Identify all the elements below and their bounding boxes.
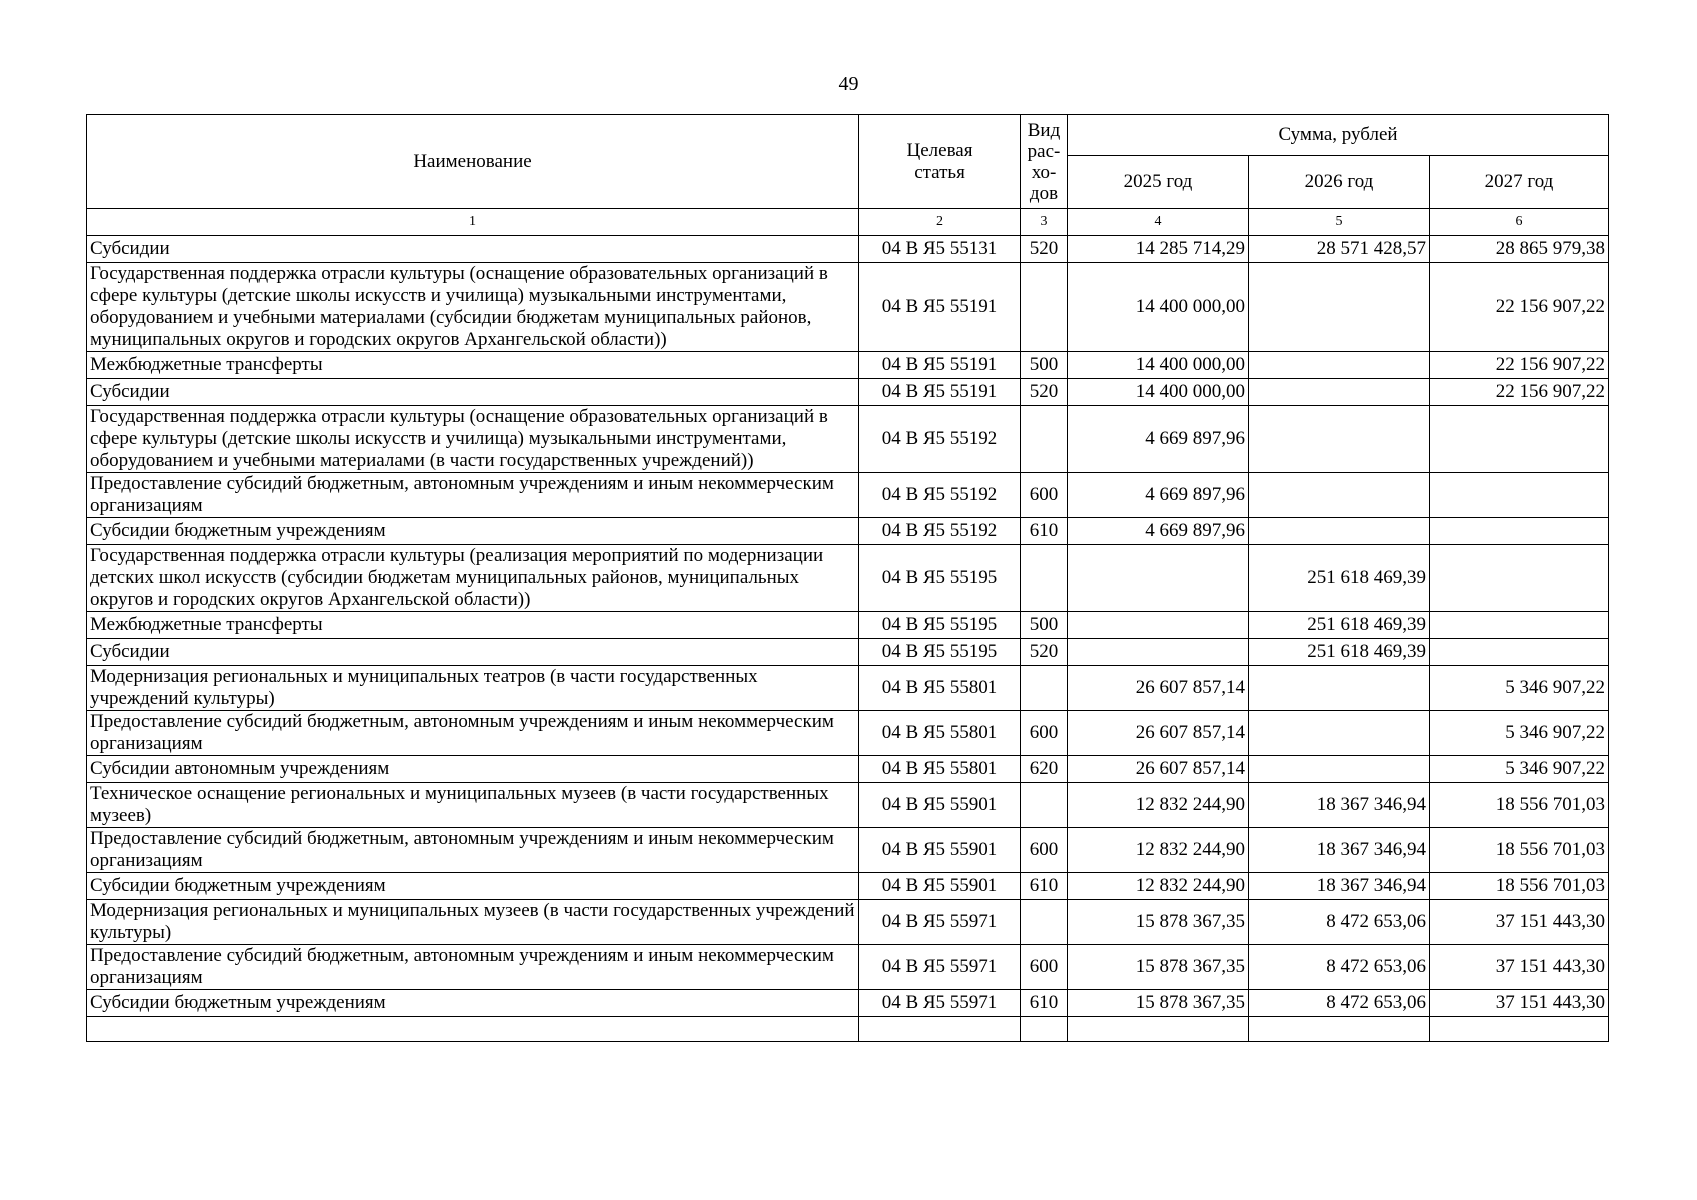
row-amount-2027: 37 151 443,30 <box>1430 900 1609 945</box>
row-amount-2025: 12 832 244,90 <box>1068 783 1249 828</box>
row-expense-type: 520 <box>1021 379 1068 406</box>
row-amount-2027: 37 151 443,30 <box>1430 990 1609 1017</box>
row-name: Субсидии <box>87 639 859 666</box>
row-name: Модернизация региональных и муниципальных театров (в части государственных учреждений культуры) <box>87 666 859 711</box>
row-amount-2027: 22 156 907,22 <box>1430 352 1609 379</box>
row-amount-2026 <box>1249 379 1430 406</box>
table-row <box>87 406 1609 473</box>
row-amount-2025: 14 285 714,29 <box>1068 236 1249 263</box>
row-name: Предоставление субсидий бюджетным, автономным учреждениям и иным некоммерческим организациям <box>87 945 859 990</box>
row-expense-type: 520 <box>1021 236 1068 263</box>
row-amount-2026 <box>1249 473 1430 518</box>
row-target-code: 04 В Я5 55191 <box>859 263 1021 352</box>
row-expense-type: 600 <box>1021 711 1068 756</box>
row-name: Субсидии бюджетным учреждениям <box>87 518 859 545</box>
row-amount-2026: 251 618 469,39 <box>1249 639 1430 666</box>
row-amount-2027: 18 556 701,03 <box>1430 783 1609 828</box>
row-amount-2026: 18 367 346,94 <box>1249 828 1430 873</box>
row-expense-type: 600 <box>1021 473 1068 518</box>
row-amount-2027: 37 151 443,30 <box>1430 945 1609 990</box>
column-number: 5 <box>1249 209 1430 236</box>
header-year-2027: 2027 год <box>1430 156 1609 209</box>
row-expense-type <box>1021 900 1068 945</box>
row-amount-2027 <box>1430 473 1609 518</box>
row-amount-2025: 26 607 857,14 <box>1068 756 1249 783</box>
table-row <box>87 666 1609 711</box>
budget-table <box>86 114 1609 1042</box>
row-name: Межбюджетные трансферты <box>87 352 859 379</box>
table-row <box>87 379 1609 406</box>
row-target-code: 04 В Я5 55131 <box>859 236 1021 263</box>
row-target-code: 04 В Я5 55901 <box>859 783 1021 828</box>
row-amount-2026: 8 472 653,06 <box>1249 900 1430 945</box>
row-expense-type: 610 <box>1021 518 1068 545</box>
row-target-code: 04 В Я5 55191 <box>859 352 1021 379</box>
row-amount-2025: 26 607 857,14 <box>1068 666 1249 711</box>
row-amount-2027 <box>1430 518 1609 545</box>
row-target-code <box>859 1017 1021 1042</box>
header-vid-line1: Вид <box>1027 119 1061 141</box>
row-amount-2025: 14 400 000,00 <box>1068 263 1249 352</box>
row-expense-type: 600 <box>1021 828 1068 873</box>
row-amount-2025 <box>1068 612 1249 639</box>
table-row <box>87 711 1609 756</box>
row-name: Субсидии бюджетным учреждениям <box>87 873 859 900</box>
row-target-code: 04 В Я5 55195 <box>859 612 1021 639</box>
row-name: Субсидии автономным учреждениям <box>87 756 859 783</box>
row-name: Предоставление субсидий бюджетным, автономным учреждениям и иным некоммерческим организациям <box>87 828 859 873</box>
column-number: 3 <box>1021 209 1068 236</box>
row-amount-2025: 12 832 244,90 <box>1068 828 1249 873</box>
row-amount-2027: 22 156 907,22 <box>1430 263 1609 352</box>
column-number: 4 <box>1068 209 1249 236</box>
row-amount-2026: 18 367 346,94 <box>1249 873 1430 900</box>
header-year-2026: 2026 год <box>1249 156 1430 209</box>
row-amount-2025 <box>1068 639 1249 666</box>
row-target-code: 04 В Я5 55195 <box>859 639 1021 666</box>
row-amount-2026 <box>1249 756 1430 783</box>
table-row <box>87 945 1609 990</box>
row-name: Субсидии <box>87 379 859 406</box>
row-amount-2026: 8 472 653,06 <box>1249 945 1430 990</box>
row-amount-2025: 26 607 857,14 <box>1068 711 1249 756</box>
table-row <box>87 352 1609 379</box>
row-expense-type: 620 <box>1021 756 1068 783</box>
row-name: Межбюджетные трансферты <box>87 612 859 639</box>
row-amount-2027: 22 156 907,22 <box>1430 379 1609 406</box>
row-amount-2027: 5 346 907,22 <box>1430 666 1609 711</box>
column-number: 2 <box>859 209 1021 236</box>
row-name: Государственная поддержка отрасли культуры (реализация мероприятий по модернизации детских школ искусств (субсидии бюджетам муниципальных районов, муниципальных округов и городских округов Архангельской области)) <box>87 545 859 612</box>
row-amount-2025: 15 878 367,35 <box>1068 900 1249 945</box>
row-target-code: 04 В Я5 55971 <box>859 945 1021 990</box>
row-target-code: 04 В Я5 55191 <box>859 379 1021 406</box>
row-amount-2025: 15 878 367,35 <box>1068 945 1249 990</box>
row-amount-2026 <box>1249 352 1430 379</box>
row-name: Субсидии бюджетным учреждениям <box>87 990 859 1017</box>
row-name <box>87 1017 859 1042</box>
row-amount-2025 <box>1068 545 1249 612</box>
row-amount-2027: 18 556 701,03 <box>1430 873 1609 900</box>
row-target-code: 04 В Я5 55801 <box>859 756 1021 783</box>
table-row <box>87 545 1609 612</box>
table-row <box>87 756 1609 783</box>
table-header <box>87 115 1609 236</box>
row-target-code: 04 В Я5 55801 <box>859 711 1021 756</box>
row-amount-2025: 4 669 897,96 <box>1068 518 1249 545</box>
row-target-code: 04 В Я5 55192 <box>859 518 1021 545</box>
row-expense-type: 500 <box>1021 352 1068 379</box>
row-target-code: 04 В Я5 55192 <box>859 406 1021 473</box>
table-body <box>87 236 1609 1042</box>
page-number: 49 <box>838 73 859 95</box>
row-target-code: 04 В Я5 55195 <box>859 545 1021 612</box>
table-row <box>87 612 1609 639</box>
row-name: Предоставление субсидий бюджетным, автономным учреждениям и иным некоммерческим организациям <box>87 711 859 756</box>
row-expense-type <box>1021 1017 1068 1042</box>
table-row <box>87 828 1609 873</box>
column-number: 1 <box>87 209 859 236</box>
row-amount-2026: 251 618 469,39 <box>1249 545 1430 612</box>
row-name: Государственная поддержка отрасли культуры (оснащение образовательных организаций в сфере культуры (детские школы искусств и училища) музыкальными инструментами, оборудованием и учебными материалами (в части государственных учреждений)) <box>87 406 859 473</box>
header-vid-line2: рас- <box>1027 140 1061 162</box>
column-number: 6 <box>1430 209 1609 236</box>
row-target-code: 04 В Я5 55192 <box>859 473 1021 518</box>
row-expense-type: 600 <box>1021 945 1068 990</box>
table-row <box>87 639 1609 666</box>
table-row <box>87 900 1609 945</box>
table-row <box>87 990 1609 1017</box>
row-amount-2025 <box>1068 1017 1249 1042</box>
row-target-code: 04 В Я5 55801 <box>859 666 1021 711</box>
row-amount-2026 <box>1249 711 1430 756</box>
header-target-line1: Целевая <box>906 139 973 161</box>
row-amount-2026 <box>1249 406 1430 473</box>
row-amount-2026: 251 618 469,39 <box>1249 612 1430 639</box>
table-row <box>87 236 1609 263</box>
row-amount-2027: 5 346 907,22 <box>1430 756 1609 783</box>
row-amount-2027: 28 865 979,38 <box>1430 236 1609 263</box>
table-row <box>87 263 1609 352</box>
row-amount-2026 <box>1249 263 1430 352</box>
row-amount-2026: 8 472 653,06 <box>1249 990 1430 1017</box>
row-expense-type: 610 <box>1021 873 1068 900</box>
header-expense-type <box>1021 115 1068 209</box>
table-row <box>87 873 1609 900</box>
row-expense-type <box>1021 783 1068 828</box>
row-amount-2026: 18 367 346,94 <box>1249 783 1430 828</box>
header-sum: Сумма, рублей <box>1068 115 1609 156</box>
row-name: Модернизация региональных и муниципальных музеев (в части государственных учреждений культуры) <box>87 900 859 945</box>
row-target-code: 04 В Я5 55901 <box>859 828 1021 873</box>
row-amount-2025: 15 878 367,35 <box>1068 990 1249 1017</box>
row-target-code: 04 В Я5 55971 <box>859 900 1021 945</box>
row-amount-2026 <box>1249 666 1430 711</box>
row-name: Субсидии <box>87 236 859 263</box>
table-row <box>87 518 1609 545</box>
row-amount-2027 <box>1430 639 1609 666</box>
column-number-row <box>87 209 1609 236</box>
header-target-line2: статья <box>914 161 965 183</box>
table-row <box>87 783 1609 828</box>
row-target-code: 04 В Я5 55971 <box>859 990 1021 1017</box>
row-amount-2027 <box>1430 545 1609 612</box>
row-amount-2026 <box>1249 518 1430 545</box>
row-amount-2025: 14 400 000,00 <box>1068 379 1249 406</box>
row-amount-2027 <box>1430 1017 1609 1042</box>
row-target-code: 04 В Я5 55901 <box>859 873 1021 900</box>
row-amount-2025: 4 669 897,96 <box>1068 406 1249 473</box>
row-amount-2025: 4 669 897,96 <box>1068 473 1249 518</box>
table-row-empty <box>87 1017 1609 1042</box>
row-amount-2027 <box>1430 612 1609 639</box>
row-expense-type: 610 <box>1021 990 1068 1017</box>
row-amount-2025: 12 832 244,90 <box>1068 873 1249 900</box>
header-vid-line4: дов <box>1029 182 1059 204</box>
row-name: Предоставление субсидий бюджетным, автономным учреждениям и иным некоммерческим организациям <box>87 473 859 518</box>
row-amount-2027: 18 556 701,03 <box>1430 828 1609 873</box>
row-amount-2026 <box>1249 1017 1430 1042</box>
row-amount-2025: 14 400 000,00 <box>1068 352 1249 379</box>
row-expense-type: 520 <box>1021 639 1068 666</box>
header-year-2025: 2025 год <box>1068 156 1249 209</box>
row-amount-2027 <box>1430 406 1609 473</box>
header-target-article <box>859 115 1021 209</box>
row-expense-type <box>1021 666 1068 711</box>
row-amount-2026: 28 571 428,57 <box>1249 236 1430 263</box>
header-vid-line3: хо- <box>1031 161 1057 183</box>
row-name: Техническое оснащение региональных и муниципальных музеев (в части государственных музеев) <box>87 783 859 828</box>
header-name: Наименование <box>87 115 859 209</box>
row-name: Государственная поддержка отрасли культуры (оснащение образовательных организаций в сфере культуры (детские школы искусств и училища) музыкальными инструментами, оборудованием и учебными материалами (субсидии бюджетам муниципальных районов, муниципальных округов и городских округов Архангельской области)) <box>87 263 859 352</box>
row-expense-type: 500 <box>1021 612 1068 639</box>
row-expense-type <box>1021 545 1068 612</box>
row-expense-type <box>1021 406 1068 473</box>
row-amount-2027: 5 346 907,22 <box>1430 711 1609 756</box>
row-expense-type <box>1021 263 1068 352</box>
table-row <box>87 473 1609 518</box>
